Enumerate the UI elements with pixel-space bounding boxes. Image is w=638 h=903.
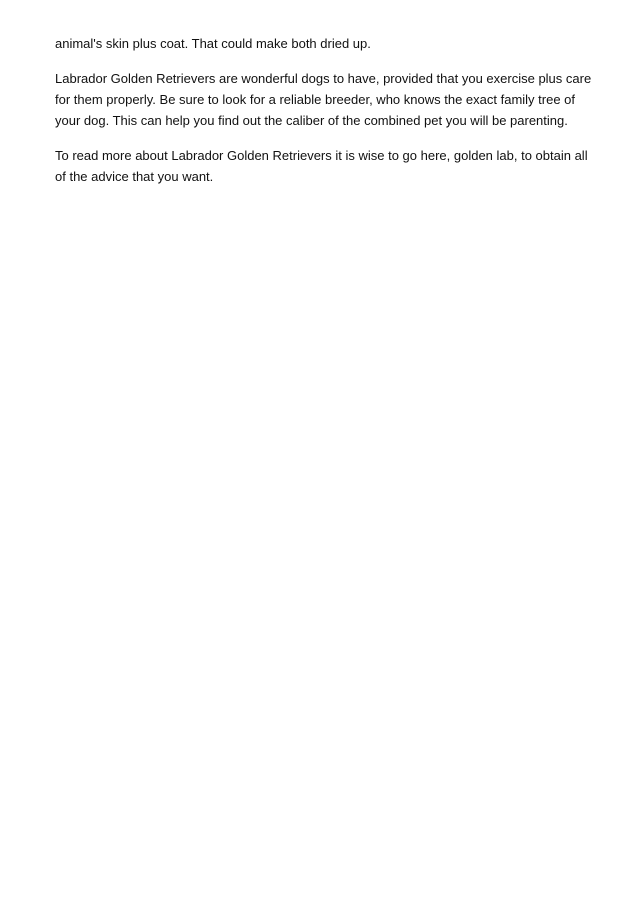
document-body [55, 33, 595, 201]
paragraph-line: To read more about Labrador Golden Retrievers it is wise to go here, golden lab, to obtain all [55, 148, 588, 163]
paragraph-line: animal's skin plus coat. That could make both dried up. [55, 36, 371, 51]
paragraph-retrievers-care [55, 68, 595, 131]
paragraph-line: for them properly. Be sure to look for a reliable breeder, who knows the exact family tree of [55, 92, 576, 107]
paragraph-read-more [55, 145, 595, 187]
paragraph-line: your dog. This can help you find out the caliber of the combined pet you will be parenting. [55, 113, 568, 128]
paragraph-line: Labrador Golden Retrievers are wonderful dogs to have, provided that you exercise plus care [55, 71, 592, 86]
paragraph-skin-coat [55, 33, 595, 54]
paragraph-line: of the advice that you want. [55, 169, 214, 184]
